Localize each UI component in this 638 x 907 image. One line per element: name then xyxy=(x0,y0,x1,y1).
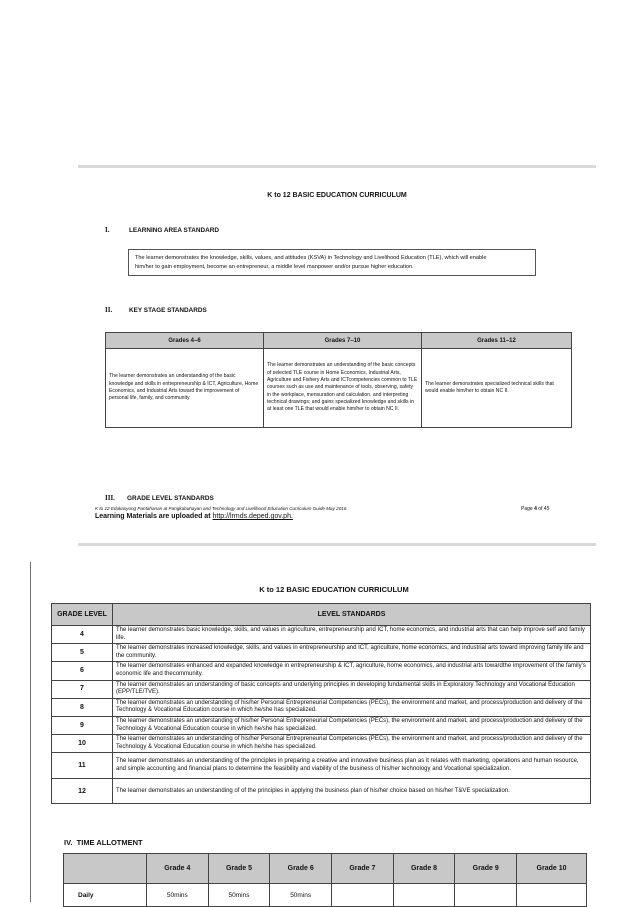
grade-level-cell: 8 xyxy=(52,698,113,716)
section-number: II. xyxy=(105,306,113,314)
level-standard-cell: The learner demonstrates basic knowledge, skills, and values in agriculture, entrepreneurship and ICT, home economics, and industrial arts that can help improve self and family life. xyxy=(113,626,591,644)
column-header: LEVEL STANDARDS xyxy=(113,604,591,626)
column-header: Grade 9 xyxy=(455,854,517,884)
footer-materials xyxy=(95,513,293,520)
table-cell: 50mins xyxy=(147,884,209,907)
page-separator-top xyxy=(78,165,596,168)
column-header xyxy=(64,854,147,884)
page-left-border xyxy=(30,562,31,902)
table-row xyxy=(52,753,591,779)
column-header: GRADE LEVEL xyxy=(52,604,113,626)
table-cell xyxy=(393,884,455,907)
section-heading: GRADE LEVEL STANDARDS xyxy=(127,495,214,502)
level-standard-cell: The learner demonstrates an understanding of basic concepts and underlying principles in developing fundamental skills in Exploratory Technology and Vocational Education (EPP/TLE/TVE). xyxy=(113,680,591,698)
section-number: I. xyxy=(105,226,110,234)
grade-level-table xyxy=(51,603,591,804)
column-header: Grade 10 xyxy=(517,854,587,884)
page-separator-bottom xyxy=(78,543,596,546)
table-row xyxy=(52,698,591,716)
column-header: Grade 5 xyxy=(208,854,270,884)
table-row xyxy=(52,644,591,662)
grade-level-cell: 5 xyxy=(52,644,113,662)
table-row xyxy=(52,779,591,804)
table-cell: 50mins xyxy=(270,884,332,907)
page-title: K to 12 BASIC EDUCATION CURRICULUM xyxy=(267,192,407,199)
row-label: Daily xyxy=(64,884,147,907)
level-standard-cell: The learner demonstrates enhanced and expanded knowledge in entrepreneurship & ICT, agriculture, home economics, and industrial arts towardthe improvement of the family’s economic life and thecommunity. xyxy=(113,662,591,680)
level-standard-cell: The learner demonstrates an understanding of his/her Personal Entrepreneurial Competencies (PECs), the environment and market, and process/production and delivery of the Technology & Vocational Education course in which he/she has specialized. xyxy=(113,735,591,753)
table-header-row xyxy=(106,333,572,349)
table-cell xyxy=(517,884,587,907)
column-header: Grades 4–6 xyxy=(106,333,264,349)
level-standard-cell: The learner demonstrates an understanding of of the principles in applying the business plan of his/her choice based on his/her T&VE specialization. xyxy=(113,779,591,804)
learning-area-standard-box xyxy=(128,249,536,276)
table-cell: The learner demonstrates specialized technical skills that would enable him/her to obtain NC II. xyxy=(422,349,572,428)
table-header-row xyxy=(64,854,587,884)
grade-level-cell: 7 xyxy=(52,680,113,698)
time-allotment-table xyxy=(63,853,587,907)
table-row xyxy=(106,349,572,428)
page-label: Page xyxy=(521,506,533,512)
grade-level-cell: 4 xyxy=(52,626,113,644)
column-header: Grades 11–12 xyxy=(422,333,572,349)
table-row xyxy=(64,884,587,907)
lrmds-link[interactable]: http://lrmds.deped.gov.ph. xyxy=(212,513,293,520)
footer-curriculum-guide: K to 12 Edukasyong Pantahanan at Pangkabuhayan and Technology and Livelihood Education Curriculum Guide May 2016 xyxy=(95,506,347,511)
table-cell xyxy=(332,884,394,907)
column-header: Grade 4 xyxy=(147,854,209,884)
page-number xyxy=(521,506,549,512)
footer-materials-text: Learning Materials are uploaded at xyxy=(95,513,211,520)
table-cell: The learner demonstrates an understanding of the basic knowledge and skills in entrepreneurship & ICT, Agriculture, Home Economics, and Industrial Arts toward the improvement of personal life, family, and community xyxy=(106,349,264,428)
grade-level-cell: 11 xyxy=(52,753,113,779)
table-cell xyxy=(455,884,517,907)
table-row xyxy=(52,662,591,680)
section-heading: LEARNING AREA STANDARD xyxy=(129,227,219,234)
column-header: Grades 7–10 xyxy=(264,333,422,349)
page-title: K to 12 BASIC EDUCATION CURRICULUM xyxy=(259,585,409,594)
grade-level-cell: 9 xyxy=(52,716,113,734)
table-row xyxy=(52,735,591,753)
las-text-line: him/her to gain employment, become an entrepreneur, a middle level manpower and/or pursue higher education. xyxy=(135,264,414,270)
column-header: Grade 7 xyxy=(332,854,394,884)
level-standard-cell: The learner demonstrates increased knowledge, skills, and values in entrepreneurship and ICT, agriculture, home economics, and industrial arts toward improving family life and the community. xyxy=(113,644,591,662)
grade-level-cell: 12 xyxy=(52,779,113,804)
table-cell: The learner demonstrates an understanding of the basic concepts of selected TLE course in Home Economics, Industrial Arts, Agriculture and Fishery Arts and ICTcompetencies common to TLE courses such as use and maintenance of tools, observing, safety in the workplace, mensuration and calculation, and interpreting technical drawings; and gains specialized knowledge and skills in at least one TLE that would enable him/her to obtain NC II. xyxy=(264,349,422,428)
table-cell: 50mins xyxy=(208,884,270,907)
las-text-line: The learner demonstrates the knowledge, skills, values, and attitudes (KSVA) in Technology and Livelihood Education (TLE), which will enable xyxy=(135,255,487,261)
grade-level-cell: 10 xyxy=(52,735,113,753)
level-standard-cell: The learner demonstrates an understanding of the principles in preparing a creative and innovative business plan as it relates with marketing, operations and human resource, and simple accounting and financial plans to determine the feasibility and viability of the business of his/her technology and Vocational specialization. xyxy=(113,753,591,779)
level-standard-cell: The learner demonstrates an understanding of his/her Personal Entrepreneurial Competencies (PECs), the environment and market, and process/production and delivery of the Technology & Vocational Education course in which he/she has specialized. xyxy=(113,698,591,716)
table-row xyxy=(52,716,591,734)
page-current: 4 xyxy=(534,506,537,512)
level-standard-cell: The learner demonstrates an understanding of his/her Personal Entrepreneurial Competencies (PECs), the environment and market, and process/production and delivery of the Technology & Vocational Education course in which he/she has specialized. xyxy=(113,716,591,734)
page-total: of 45 xyxy=(538,506,550,512)
section-heading: IV. TIME ALLOTMENT xyxy=(64,838,143,847)
column-header: Grade 8 xyxy=(393,854,455,884)
table-row xyxy=(52,680,591,698)
section-number: III. xyxy=(105,494,115,502)
section-heading: KEY STAGE STANDARDS xyxy=(129,307,207,314)
key-stage-table xyxy=(105,332,572,428)
column-header: Grade 6 xyxy=(270,854,332,884)
table-row xyxy=(52,626,591,644)
grade-level-cell: 6 xyxy=(52,662,113,680)
table-header-row xyxy=(52,604,591,626)
